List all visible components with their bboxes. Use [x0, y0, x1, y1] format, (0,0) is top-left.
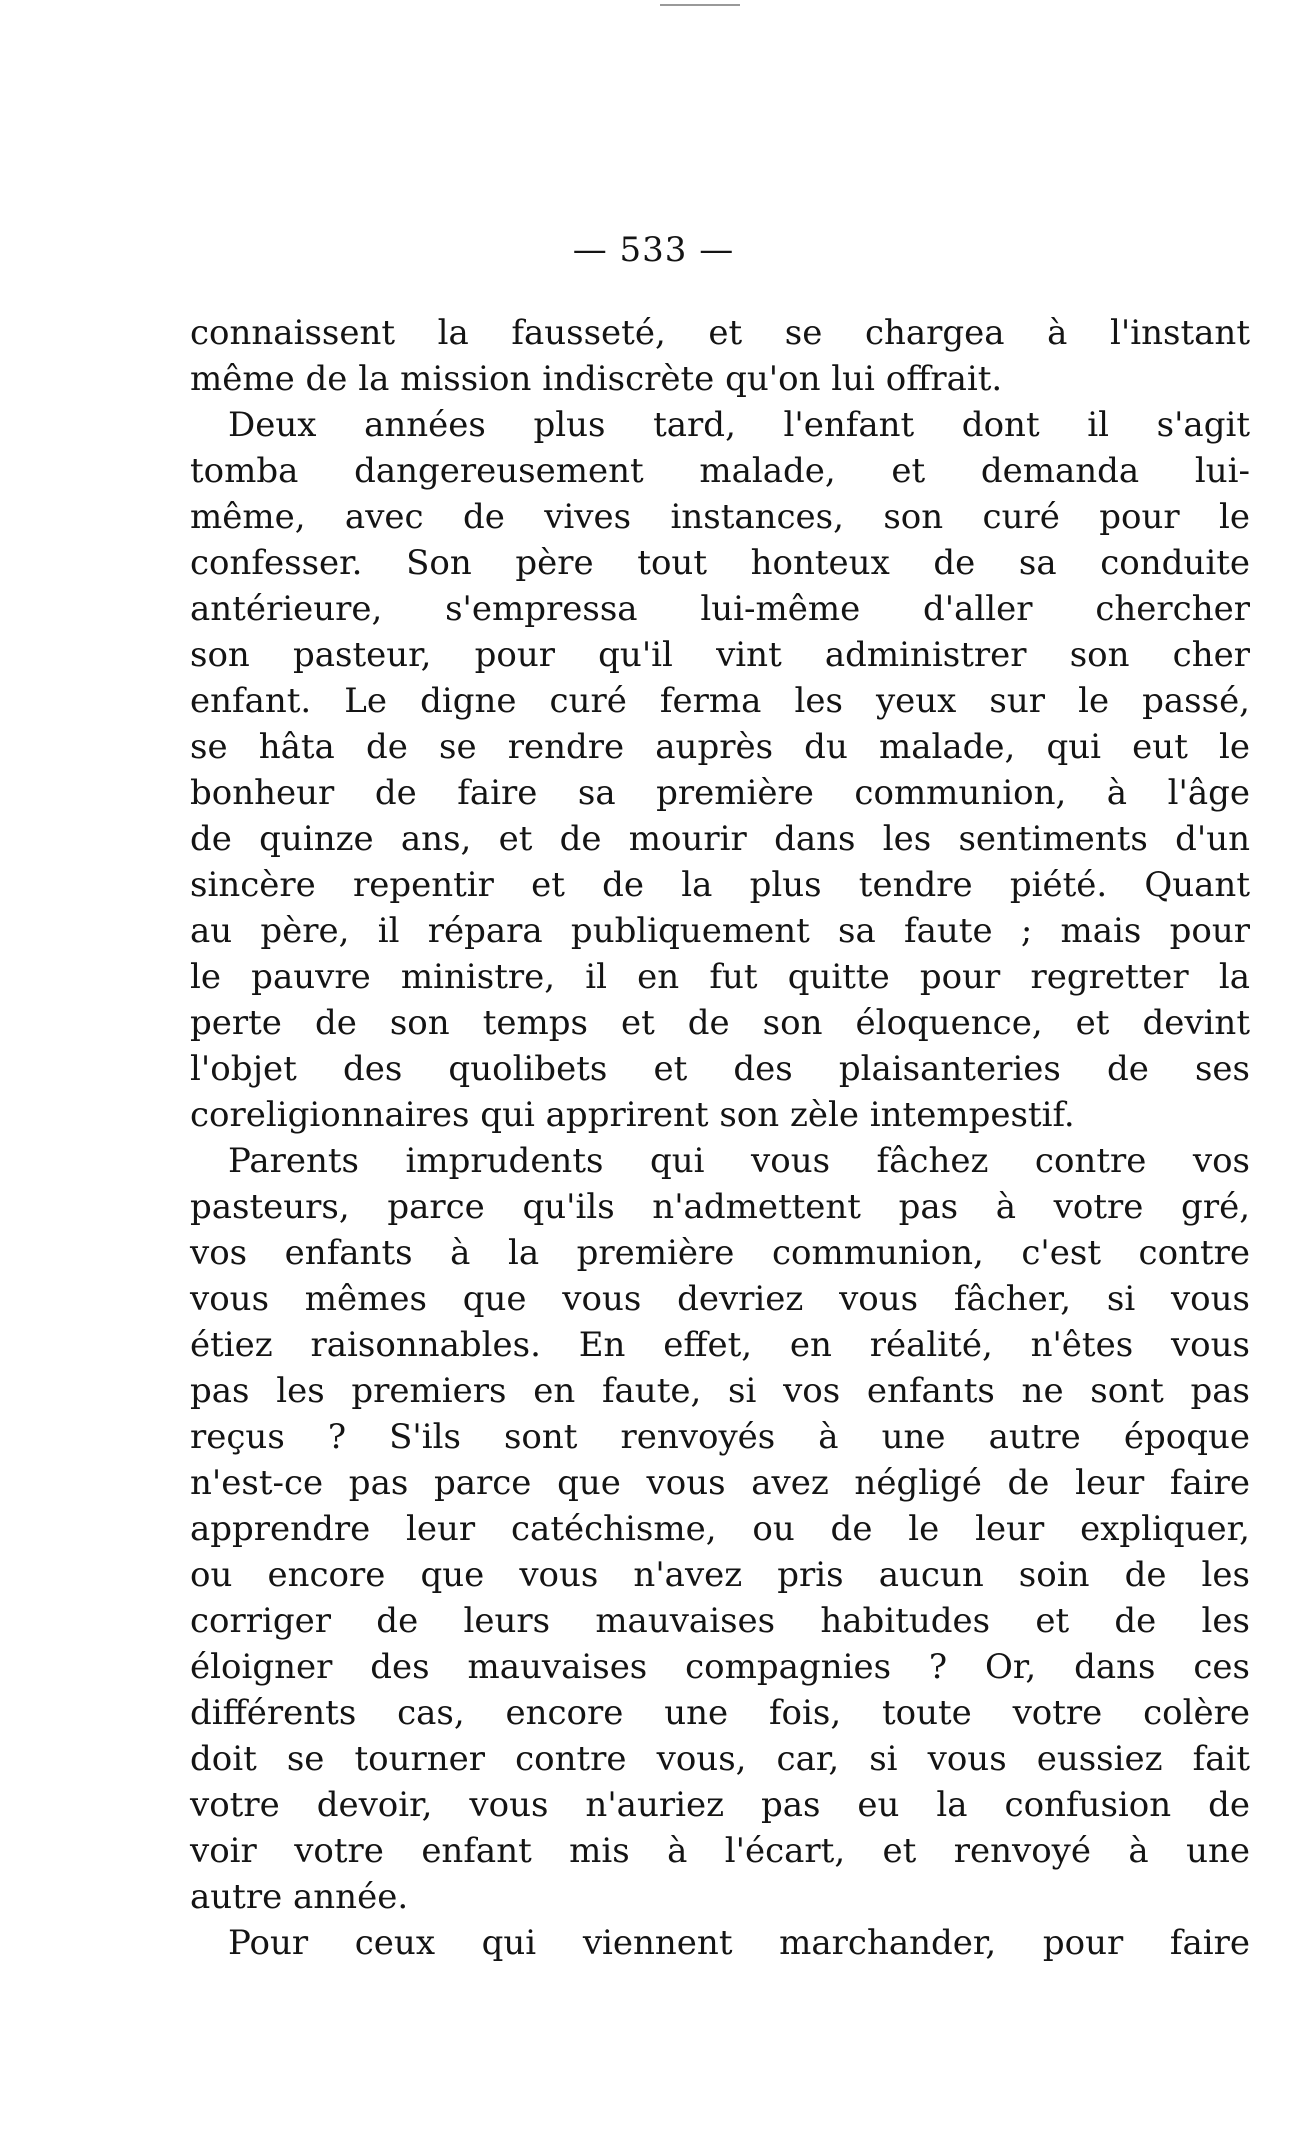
text-line: pasteurs, parce qu'ils n'admettent pas à votre gré, [190, 1187, 1250, 1227]
body-text [190, 310, 1250, 1966]
text-line: connaissent la fausseté, et se chargea à l'instant [190, 313, 1250, 353]
text-line: perte de son temps et de son éloquence, et devint [190, 1003, 1250, 1043]
text-line: apprendre leur catéchisme, ou de le leur expliquer, [190, 1509, 1250, 1549]
text-line: Deux années plus tard, l'enfant dont il s'agit [228, 405, 1250, 445]
text-line: pas les premiers en faute, si vos enfants ne sont pas [190, 1371, 1250, 1411]
text-line: coreligionnaires qui apprirent son zèle intempestif. [190, 1095, 1075, 1135]
text-line: ou encore que vous n'avez pris aucun soin de les [190, 1555, 1250, 1595]
text-line: vos enfants à la première communion, c'est contre [190, 1233, 1250, 1273]
text-line: confesser. Son père tout honteux de sa conduite [190, 543, 1250, 583]
text-line: votre devoir, vous n'auriez pas eu la confusion de [190, 1785, 1250, 1825]
text-line: étiez raisonnables. En effet, en réalité, n'êtes vous [190, 1325, 1250, 1365]
text-line: son pasteur, pour qu'il vint administrer son cher [190, 635, 1250, 675]
text-line: enfant. Le digne curé ferma les yeux sur le passé, [190, 681, 1250, 721]
text-line: éloigner des mauvaises compagnies ? Or, dans ces [190, 1647, 1250, 1687]
text-line: tomba dangereusement malade, et demanda lui- [190, 451, 1250, 491]
text-line: corriger de leurs mauvaises habitudes et de les [190, 1601, 1250, 1641]
text-line: voir votre enfant mis à l'écart, et renvoyé à une [190, 1831, 1250, 1871]
text-line: de quinze ans, et de mourir dans les sentiments d'un [190, 819, 1250, 859]
page-number: — 533 — [572, 230, 735, 270]
text-line: même de la mission indiscrète qu'on lui offrait. [190, 359, 1003, 399]
text-line: sincère repentir et de la plus tendre piété. Quant [190, 865, 1250, 905]
text-line: différents cas, encore une fois, toute votre colère [190, 1693, 1250, 1733]
text-line: Parents imprudents qui vous fâchez contre vos [228, 1141, 1250, 1181]
text-line: se hâta de se rendre auprès du malade, qui eut le [190, 727, 1250, 767]
text-line: même, avec de vives instances, son curé pour le [190, 497, 1250, 537]
text-line: le pauvre ministre, il en fut quitte pour regretter la [190, 957, 1250, 997]
text-line: doit se tourner contre vous, car, si vous eussiez fait [190, 1739, 1250, 1779]
text-line: autre année. [190, 1877, 409, 1917]
text-line: l'objet des quolibets et des plaisanteries de ses [190, 1049, 1250, 1089]
text-line: reçus ? S'ils sont renvoyés à une autre époque [190, 1417, 1250, 1457]
text-line: vous mêmes que vous devriez vous fâcher, si vous [190, 1279, 1250, 1319]
text-line: Pour ceux qui viennent marchander, pour faire [228, 1923, 1250, 1963]
text-line: bonheur de faire sa première communion, à l'âge [190, 773, 1250, 813]
text-line: n'est-ce pas parce que vous avez négligé de leur faire [190, 1463, 1250, 1503]
text-line: antérieure, s'empressa lui-même d'aller chercher [190, 589, 1250, 629]
text-line: au père, il répara publiquement sa faute ; mais pour [190, 911, 1250, 951]
page-edge-mark [660, 4, 740, 9]
